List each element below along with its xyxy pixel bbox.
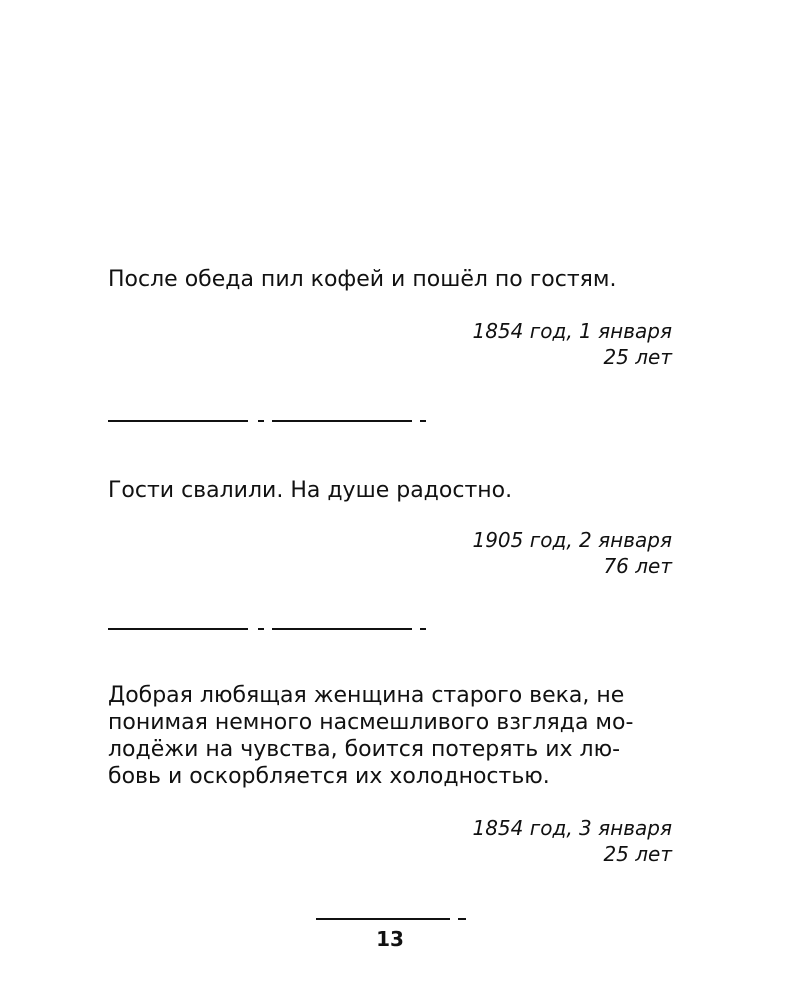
entry-3-line-3: лодёжи на чувства, боится потерять их лю- xyxy=(108,737,621,762)
footer-rule xyxy=(316,917,476,921)
page-number: 13 xyxy=(376,927,404,951)
entry-3-text xyxy=(108,682,674,790)
entry-2-age: 76 лет xyxy=(603,554,672,578)
entry-3-line-2: понимая немного насмешливого взгляда мо- xyxy=(108,710,634,735)
entry-divider-1 xyxy=(108,419,424,423)
entry-1-text xyxy=(108,266,674,293)
entry-3-meta xyxy=(472,815,672,867)
entry-2-meta xyxy=(472,527,672,579)
entry-2-text xyxy=(108,477,674,504)
entry-1-date: 1854 год, 1 января xyxy=(472,319,672,343)
entry-2-date: 1905 год, 2 января xyxy=(472,528,672,552)
entry-3-age: 25 лет xyxy=(603,842,672,866)
entry-2-line-1: Гости свалили. На душе радостно. xyxy=(108,478,513,503)
entry-1-meta xyxy=(472,318,672,370)
entry-1-age: 25 лет xyxy=(603,345,672,369)
entry-3-line-1: Добрая любящая женщина старого века, не xyxy=(108,683,625,708)
entry-divider-2 xyxy=(108,627,424,631)
entry-1-line-1: После обеда пил кофей и пошёл по гостям. xyxy=(108,267,617,292)
entry-3-date: 1854 год, 3 января xyxy=(472,816,672,840)
entry-3-line-4: бовь и оскорбляется их холодностью. xyxy=(108,764,550,789)
